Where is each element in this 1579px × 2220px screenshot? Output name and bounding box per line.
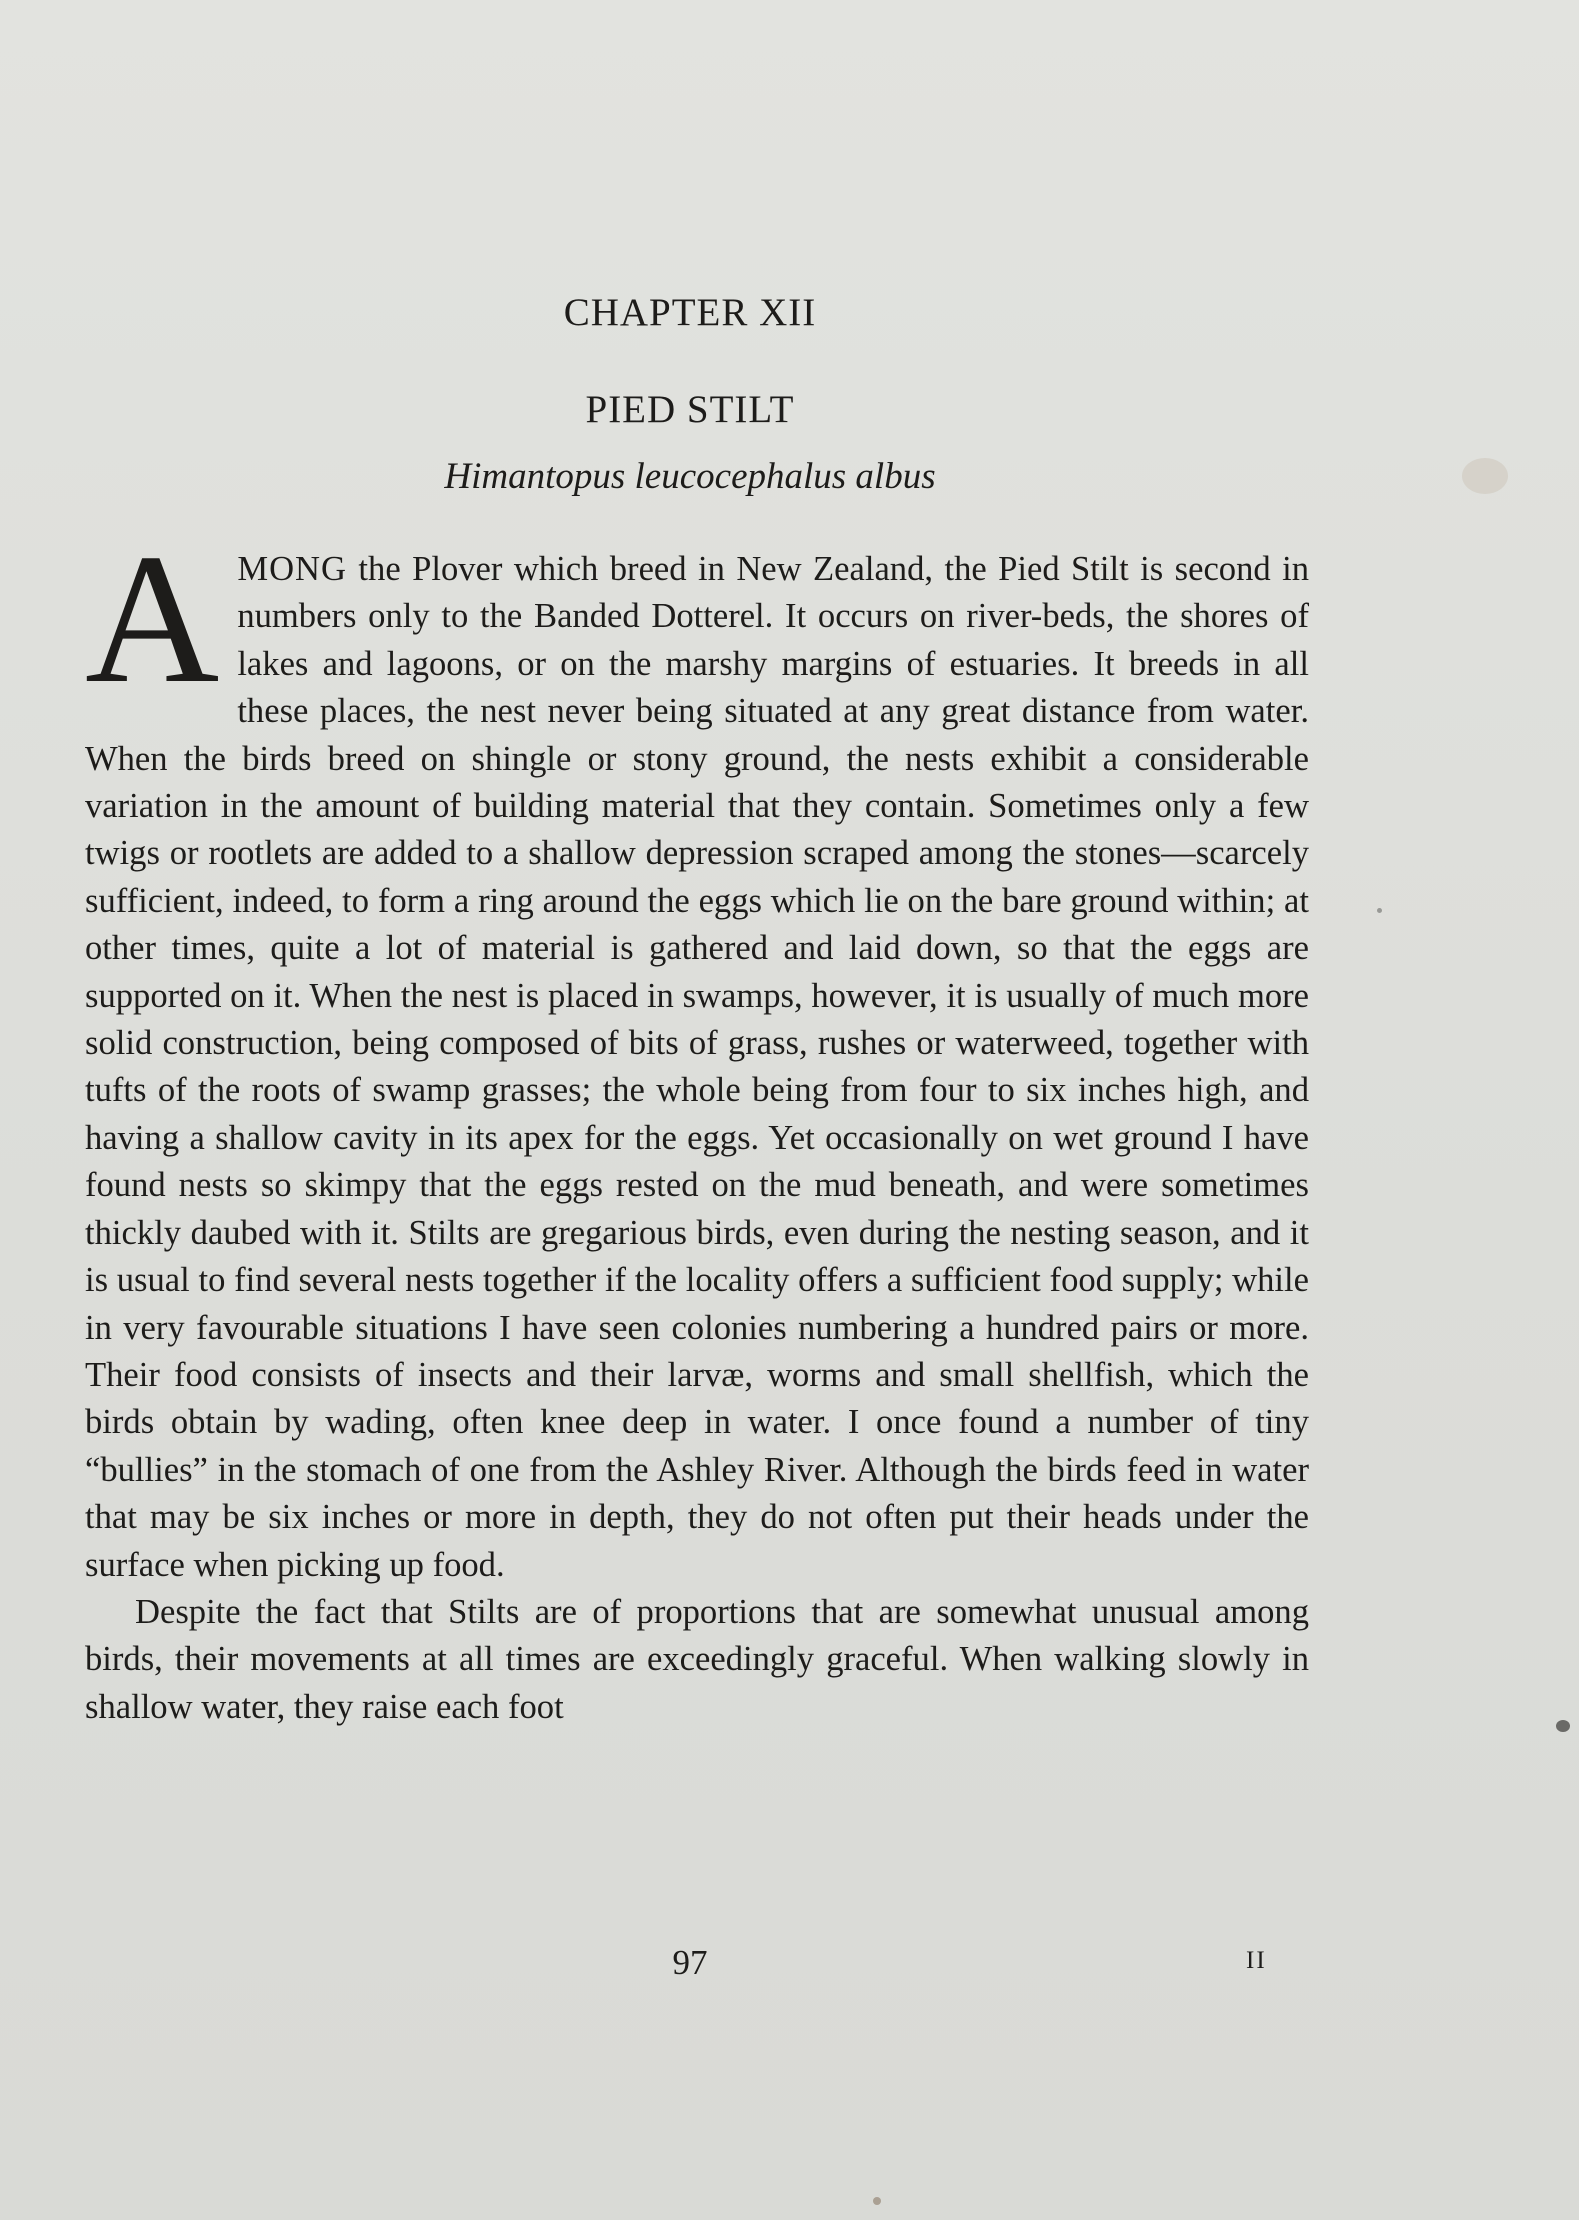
paper-stain [1462, 458, 1508, 494]
paper-speck [873, 2197, 881, 2205]
paragraph-1 [85, 516, 1309, 1589]
drop-cap: A [85, 516, 220, 722]
signature-mark: II [1246, 1947, 1267, 1974]
page-number: 97 [672, 1943, 708, 1982]
body-text [85, 516, 1309, 1731]
paper-speck [1556, 1720, 1570, 1732]
paragraph-1-text: the Plover which breed in New Zealand, the Pied Stilt is second in numbers only to the Banded Dotterel. It occurs on river-beds, the shores of lakes and lagoons, or on the marshy margins of estuaries. It breeds in all these places, the nest never being situated at any great distance from water. When the birds breed on shingle or stony ground, the nests exhibit a considerable variation in the amount of building material that they contain. Sometimes only a few twigs or rootlets are added to a shallow depression scraped among the stones—scarcely sufficient, indeed, to form a ring around the eggs which lie on the bare ground within; at other times, quite a lot of material is gathered and laid down, so that the eggs are supported on it. When the nest is placed in swamps, however, it is usually of much more solid construction, being composed of bits of grass, rushes or waterweed, together with tufts of the roots of swamp grasses; the whole being from four to six inches high, and having a shallow cavity in its apex for the eggs. Yet occasionally on wet ground I have found nests so skimpy that the eggs rested on the mud beneath, and were sometimes thickly daubed with it. Stilts are gregarious birds, even during the nesting season, and it is usual to find several nests together if the locality offers a sufficient food supply; while in very favourable situations I have seen colonies numbering a hundred pairs or more. Their food consists of insects and their larvæ, worms and small shellfish, which the birds obtain by wading, often knee deep in water. I once found a number of tiny “bullies” in the stomach of one from the Ashley River. Although the birds feed in water that may be six inches or more in depth, they do not often put their heads under the surface when picking up food. [85, 550, 1309, 1584]
first-word-rest: MONG [237, 550, 347, 588]
paper-speck [1377, 908, 1382, 913]
species-name: Himantopus leucocephalus albus [444, 456, 936, 497]
chapter-heading: CHAPTER XII [563, 291, 817, 334]
paragraph-2: Despite the fact that Stilts are of proportions that are somewhat unusual among birds, their movements at all times are exceedingly graceful. When walking slowly in shallow water, they raise each foot [85, 1592, 1309, 1726]
section-title: PIED STILT [585, 388, 795, 431]
